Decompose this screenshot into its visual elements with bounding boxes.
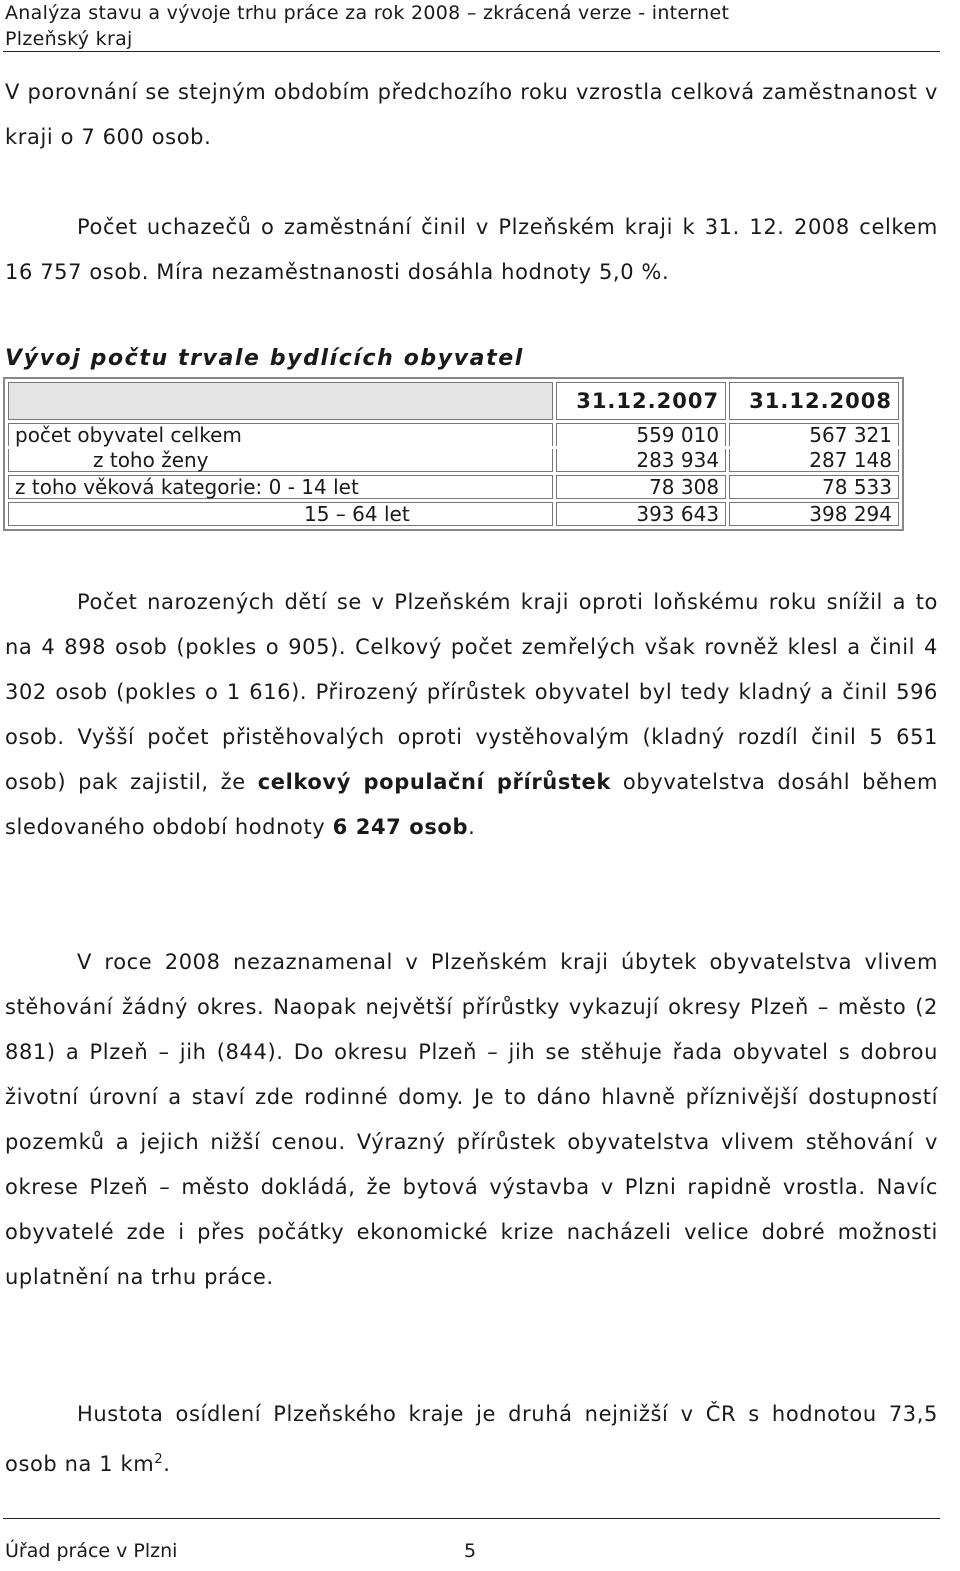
table-row xyxy=(8,449,899,472)
table-header-blank xyxy=(8,382,553,420)
cell-2007: 283 934 xyxy=(556,449,726,472)
cell-2007: 78 308 xyxy=(556,475,726,499)
table-row xyxy=(8,502,899,526)
paragraph-births-bold-value: 6 247 osob xyxy=(332,815,469,839)
paragraph-migration-text: V roce 2008 nezaznamenal v Plzeňském kraji úbytek obyvatelstva vlivem stěhování žádný okres. Naopak největší přírůstky vykazují okresy Plzeň – město (2 881) a Plzeň – jih (844). Do okresu Plzeň – jih se stěhuje řada obyvatel s dobrou životní úrovní a staví zde rodinné domy. Je to dáno hlavně příznivější dostupností pozemků a jejich nižší cenou. Výrazný přírůstek obyvatelstva vlivem stěhování v okrese Plzeň – město dokládá, že bytová výstavba v Plzni rapidně vrostla. Navíc obyvatelé zde i přes počátky ekonomické krize nacházeli velice dobré možnosti uplatnění na trhu práce. xyxy=(5,950,938,1289)
cell-2008: 78 533 xyxy=(729,475,899,499)
table-row xyxy=(8,423,899,446)
header-title: Analýza stavu a vývoje trhu práce za rok 2008 – zkrácená verze - internet xyxy=(5,2,730,24)
cell-2007: 559 010 xyxy=(556,423,726,446)
paragraph-unemployment-text: Počet uchazečů o zaměstnání činil v Plzeňském kraji k 31. 12. 2008 celkem 16 757 osob. Míra nezaměstnanosti dosáhla hodnoty 5,0 %. xyxy=(5,215,938,284)
footer-org: Úřad práce v Plzni xyxy=(5,1540,178,1562)
cell-2007: 393 643 xyxy=(556,502,726,526)
header-divider xyxy=(3,51,940,52)
row-label: z toho věková kategorie: 0 - 14 let xyxy=(8,475,553,499)
page-header xyxy=(5,0,940,52)
row-label: 15 – 64 let xyxy=(8,502,553,526)
cell-2008: 398 294 xyxy=(729,502,899,526)
col-header-2007: 31.12.2007 xyxy=(556,382,726,420)
paragraph-births-end: . xyxy=(468,815,476,839)
paragraph-unemployment xyxy=(5,205,938,295)
table-row xyxy=(8,475,899,499)
row-label: z toho ženy xyxy=(8,449,553,472)
header-region: Plzeňský kraj xyxy=(5,28,133,50)
page-number: 5 xyxy=(464,1540,477,1562)
row-label: počet obyvatel celkem xyxy=(8,423,553,446)
paragraph-employment xyxy=(5,70,938,160)
table-heading: Vývoj počtu trvale bydlících obyvatel xyxy=(5,346,524,371)
paragraph-births xyxy=(5,580,938,850)
paragraph-density-end: . xyxy=(163,1452,171,1476)
paragraph-births-text: Počet narozených dětí se v Plzeňském kraji oproti loňskému roku snížil a to na 4 898 osob (pokles o 905). Celkový počet zemřelých však rovněž klesl a činil 4 302 osob (pokles o 1 616). Přirozený přírůstek obyvatel byl tedy kladný a činil 596 osob. Vyšší počet přistěhovalých oproti vystěhovalým (kladný rozdíl činil 5 651 osob) pak zajistil, že xyxy=(5,590,938,794)
paragraph-births-bold-term: celkový populační přírůstek xyxy=(257,770,611,794)
paragraph-density xyxy=(5,1392,938,1487)
table-header-row xyxy=(8,382,899,420)
paragraph-migration xyxy=(5,940,938,1300)
density-superscript: 2 xyxy=(154,1452,164,1467)
cell-2008: 567 321 xyxy=(729,423,899,446)
population-table xyxy=(3,377,904,531)
cell-2008: 287 148 xyxy=(729,449,899,472)
paragraph-density-text: Hustota osídlení Plzeňského kraje je druhá nejnižší v ČR s hodnotou 73,5 osob na 1 km xyxy=(5,1402,938,1476)
col-header-2008: 31.12.2008 xyxy=(729,382,899,420)
paragraph-births-text-2: obyvatelstva dosáhl během sledovaného období hodnoty xyxy=(5,770,939,839)
footer-divider xyxy=(3,1518,940,1519)
paragraph-employment-text: V porovnání se stejným obdobím předchozího roku vzrostla celková zaměstnanost v kraji o 7 600 osob. xyxy=(5,80,938,149)
